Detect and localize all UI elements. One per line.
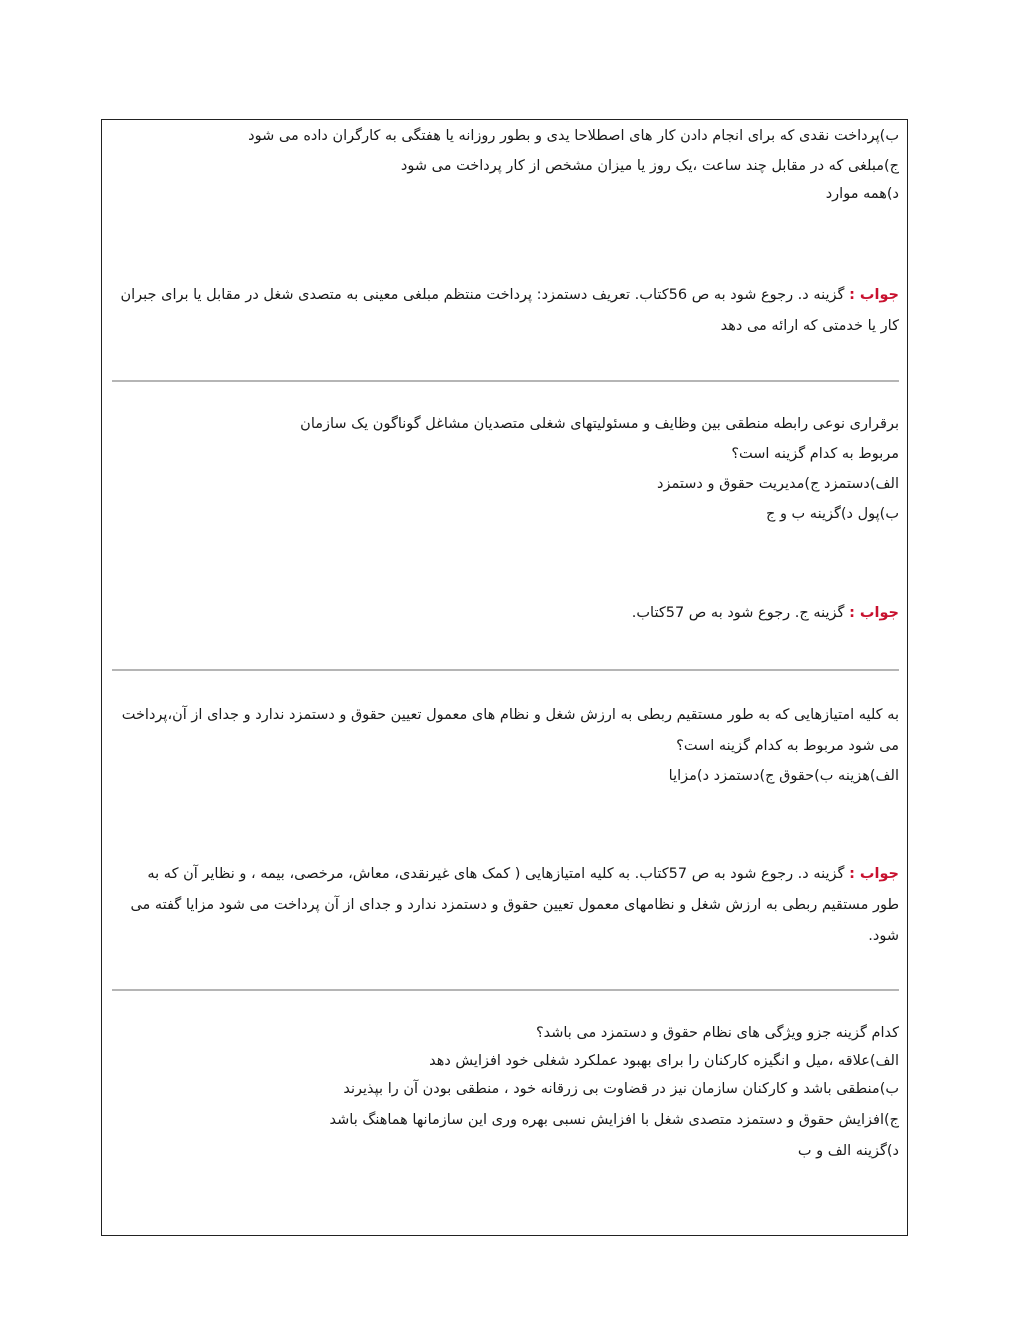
question4-option-a: الف)علاقه ،میل و انگیزه کارکنان را برای بهبود عملکرد شغلی خود افزایش دهد — [429, 1053, 899, 1069]
question4-text: کدام گزینه جزو ویژگی های نظام حقوق و دستمزد می باشد؟ — [535, 1025, 899, 1041]
divider — [112, 989, 899, 991]
question4-option-b: ب)منطقی باشد و کارکنان سازمان نیز در قضاوت بی زرقانه خود ، منطقی بودن آن را بپذیرند — [343, 1081, 899, 1097]
question2-options-line2: ب)پول د)گزینه ب و ج — [765, 506, 899, 522]
answer1 — [119, 280, 899, 342]
question3-options: الف)هزینه ب)حقوق ج)دستمزد د)مزایا — [668, 768, 899, 784]
answer3 — [119, 859, 899, 952]
question1-option-d: د)همه موارد — [825, 186, 899, 202]
answer-label: جواب : — [849, 287, 899, 303]
divider — [112, 669, 899, 671]
question3-text: به کلیه امتیازهایی که به طور مستقیم ربطی به ارزش شغل و نظام های معمول تعیین حقوق و دستمزد ندارد و جدای از آن،پرداخت می شود مربوط به کدام گزینه است؟ — [121, 707, 899, 754]
answer1-text: گزینه د. رجوع شود به ص 56کتاب. تعریف دستمزد: پرداخت منتظم مبلغی معینی به متصدی شغل در مقابل یا برای جبران کار یا خدمتی که ارائه می دهد — [120, 287, 899, 334]
question2-line2: مربوط به کدام گزینه است؟ — [731, 446, 899, 462]
answer-label: جواب : — [849, 866, 899, 882]
answer2 — [119, 603, 899, 623]
question1-option-b: ب)پرداخت نقدی که برای انجام دادن کار های اصطلاحا یدی و بطور روزانه یا هفتگی به کارگران داده می شود — [248, 128, 899, 144]
question2-line1: برقراری نوعی رابطه منطقی بین وظایف و مسئولیتهای شغلی متصدیان مشاغل گوناگون یک سازمان — [300, 416, 899, 432]
question4-option-c: ج)افزایش حقوق و دستمزد متصدی شغل با افزایش نسبی بهره وری این سازمانها هماهنگ باشد — [329, 1112, 899, 1128]
answer3-text: گزینه د. رجوع شود به ص 57کتاب. به کلیه امتیازهایی ( کمک های غیرنقدی، معاش، مرخصی، بیمه ، و نظایر آن که به طور مستقیم ربطی به ارزش شغل و نظامهای معمول تعیین حقوق و دستمزد ندارد و جدای از آن پرداخت می شود مزایا گفته می شود. — [130, 866, 899, 944]
question1-option-c: ج)مبلغی که در مقابل چند ساعت ،یک روز یا میزان مشخص از کار پرداخت می شود — [400, 158, 899, 174]
question4-option-d: د)گزینه الف و ب — [797, 1143, 899, 1159]
answer2-text: گزینه ج. رجوع شود به ص 57کتاب. — [631, 605, 850, 621]
page-frame — [101, 119, 908, 1236]
question2-options-line1: الف)دستمزد ج)مدیریت حقوق و دستمزد — [657, 476, 899, 492]
divider — [112, 380, 899, 382]
answer-label: جواب : — [849, 605, 899, 621]
